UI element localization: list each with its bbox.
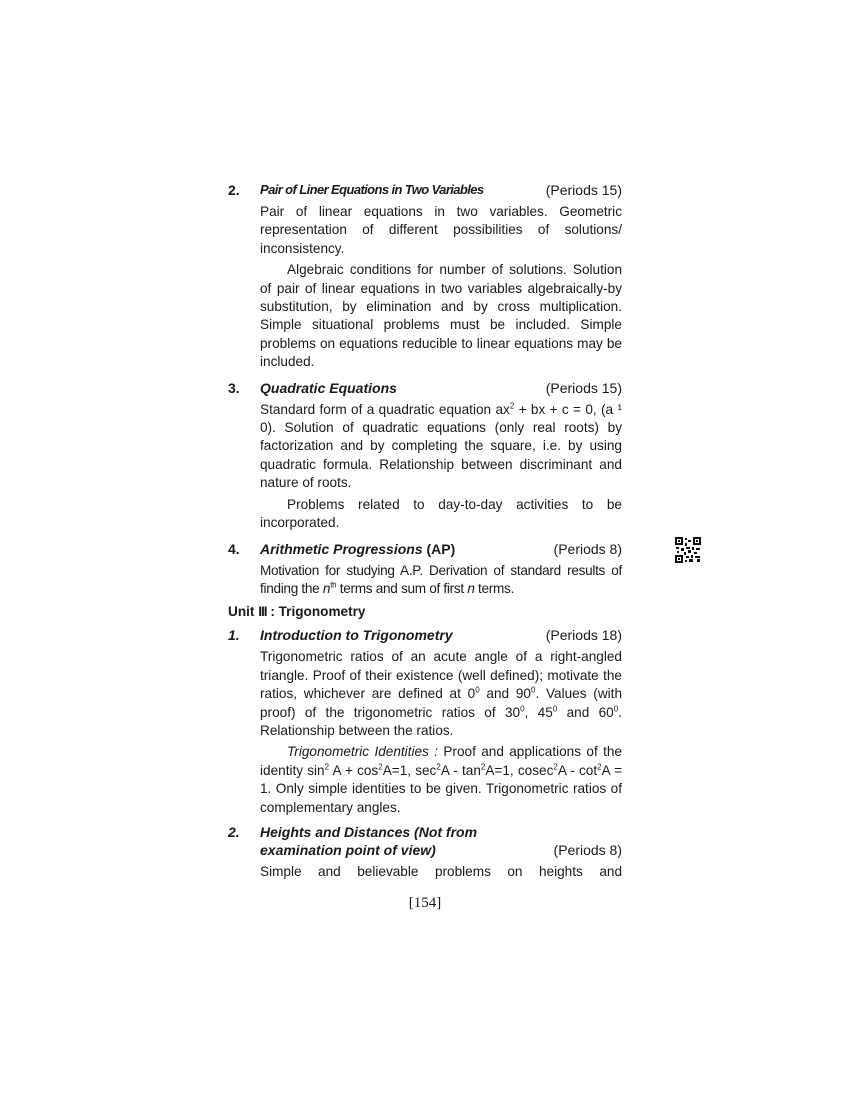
paragraph: Pair of linear equations in two variables. Geometric representation of different possibilities of solutions/ inconsistency. [260,204,622,256]
section-periods: (Periods 15) [545,182,622,198]
section-quadratic-equations [228,378,622,533]
section-periods: (Periods 18) [545,627,622,644]
section-number: 2. [228,823,240,840]
section-number: 1. [228,627,240,644]
section-number: 2. [228,182,240,198]
paragraph: Problems related to day-to-day activities to be incorporated. [260,496,622,531]
paragraph: Algebraic conditions for number of solutions. Solution of pair of linear equations in two variables algebraically-by substitution, by elimination and by cross multiplication. Simple situational problems must be included. Simple problems on equations reducible to linear equations may be included. [260,262,622,370]
section-arithmetic-progressions [228,539,622,599]
paragraph: Motivation for studying A.P. Derivation of standard results of finding the $n^{th}$ terms and sum of first n terms. [260,562,622,596]
page-number: [154] [408,895,442,911]
paragraph: Trigonometric ratios of an acute angle of a right-angled triangle. Proof of their existence (well defined); motivate the ratios, whichever are defined at $0^0$ and $90^0$. Values (with proof) of the trigonometric ratios of $30^0$, $45^0$ and $60^0$. Relationship between the ratios. [260,649,622,738]
section-title: Arithmetic Progressions (AP) [260,540,456,557]
section-linear-equations [228,180,622,372]
section-periods: (Periods 8) [553,842,622,859]
section-intro-trigonometry [228,625,622,817]
qr-code-icon[interactable] [675,537,701,563]
section-number: 3. [228,379,240,396]
section-title: Quadratic Equations [260,379,397,396]
section-periods: (Periods 15) [545,379,622,396]
section-heading [228,625,622,645]
section-title: Heights and Distances (Not from examination point of view) [260,823,478,859]
section-title: Pair of Liner Equations in Two Variables [260,182,484,197]
paragraph: Standard form of a quadratic equation $ax^2$ + bx + c = 0, (a ¹ 0). Solution of quadratic equations (only real roots) by factorization and by completing the square, i.e. by using quadratic formula. Relationship between discriminant and nature of roots. [260,401,622,491]
paragraph: Simple and believable problems on heights and [260,863,622,879]
section-heading [228,378,622,398]
section-number: 4. [228,540,240,557]
section-heading [228,823,622,860]
paragraph: Trigonometric Identities : Proof and applications of the identity $\sin^2 A + \cos^2A=1$, $\sec^2A - \tan^2A=1$, $cosec^2A - \cot^2A = 1$. Only simple identities to be given. Trigonometric ratios of complementary angles. [260,744,623,815]
section-heading [228,180,622,200]
section-heights-distances [228,823,622,881]
section-periods: (Periods 8) [553,540,622,557]
section-heading [228,539,622,559]
syllabus-column [228,180,622,881]
section-title: Introduction to Trigonometry [260,627,453,644]
unit-heading: Unit III : Trigonometry [228,604,366,620]
